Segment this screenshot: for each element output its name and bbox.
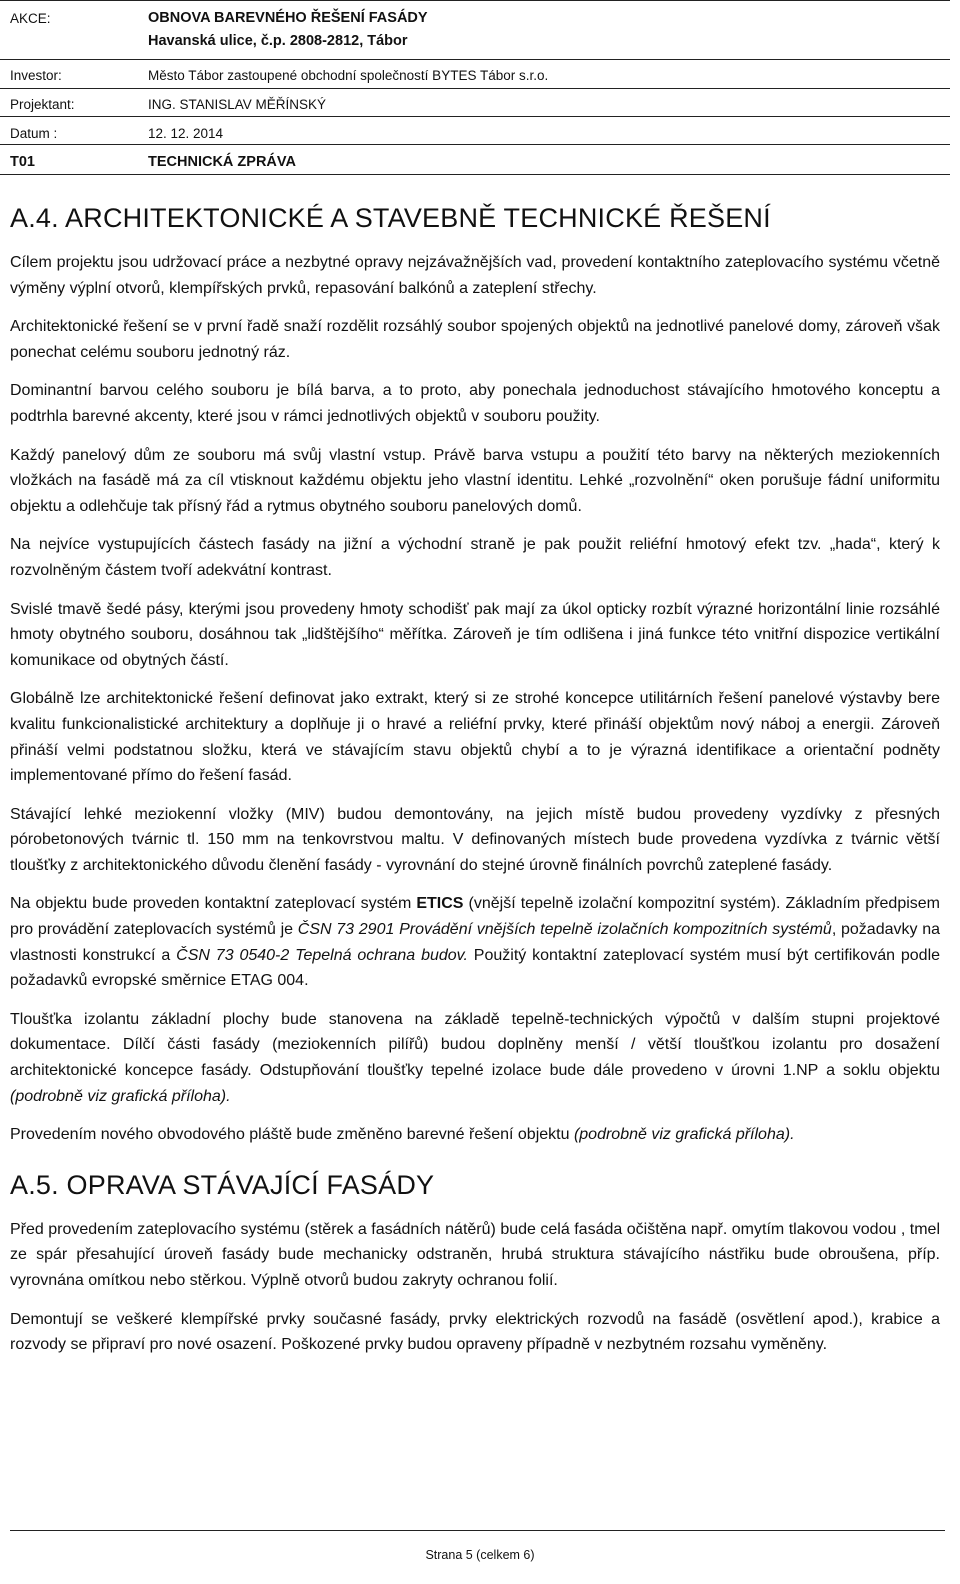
header-bottom-line xyxy=(0,174,950,175)
doc-code: T01 xyxy=(10,154,35,170)
akce-label: AKCE: xyxy=(10,11,51,26)
investor-value: Město Tábor zastoupené obchodní společností BYTES Tábor s.r.o. xyxy=(148,68,549,83)
paragraph: Demontují se veškeré klempířské prvky současné fasády, prvky elektrických rozvodů na fasádě (osvětlení apod.), krabice a rozvody se připraví pro nové osazení. Poškozené prvky budou opraveny případně v nezbytném rozsahu vyměněny. xyxy=(10,1310,940,1354)
akce-address: Havanská ulice, č.p. 2808-2812, Tábor xyxy=(148,33,408,49)
paragraph: Na nejvíce vystupujících částech fasády na jižní a východní straně je pak použit reliéfní hmotový efekt tzv. „hada“, který k rozvolněným částem tvoří adekvátní kontrast. xyxy=(10,536,940,579)
standard-reference: ČSN 73 0540-2 Tepelná ochrana budov. xyxy=(176,946,468,964)
projektant-label: Projektant: xyxy=(10,97,75,112)
paragraph xyxy=(10,1007,940,1109)
paragraph: Před provedením zateplovacího systému (stěrek a fasádních nátěrů) bude celá fasáda očištěna např. omytím tlakovou vodou , tmel ze spár přesahující úroveň fasády bude mechanicky odstraněn, hrubá struktura stávajícího nástřiku bude obroušena, příp. vyrovnána omítkou nebo stěrkou. Výplně otvorů budou zakryty ochranou folií. xyxy=(10,1220,940,1289)
text-run: Tloušťka izolantu základní plochy bude stanovena na základě tepelně-technických výpočtů v dalším stupni projektové dokumentace. Dílčí části fasády (meziokenních pilířů) budou doplněny menší / větší tloušťkou izolantu pro dosažení architektonické koncepce fasády. Odstupňování tloušťky tepelné izolace bude dále provedeno v úrovni 1.NP a soklu objektu xyxy=(10,1010,940,1080)
datum-value: 12. 12. 2014 xyxy=(148,126,224,141)
graphic-reference: (podrobně viz grafická příloha). xyxy=(573,1126,795,1144)
investor-label: Investor: xyxy=(10,68,62,83)
paragraph xyxy=(10,1122,940,1148)
standard-reference: ČSN 73 2901 Provádění vnějších tepelně izolačních kompozitních systémů xyxy=(297,921,832,939)
paragraph: Globálně lze architektonické řešení definovat jako extrakt, který si ze strohé koncepce utilitárních řešení panelové výstavby bere kvalitu funkcionalistické architektury a doplňuje ji o hravé a reliéfní prvky, které přináší objektům nový náboj a energii. Zároveň přináší velmi podstatnou složku, která ve stávajícím stavu objektů chybí a to je výrazná identifikace a orientační podněty implementované přímo do řešení fasád. xyxy=(10,690,940,785)
etics-term: ETICS xyxy=(416,895,464,913)
section-a4-heading: A.4. ARCHITEKTONICKÉ A STAVEBNĚ TECHNICKÉ ŘEŠENÍ xyxy=(10,203,771,233)
header-line xyxy=(0,88,950,89)
paragraph: Cílem projektu jsou udržovací práce a nezbytné opravy nejzávažnějších vad, provedení kontaktního zateplovacího systému včetně výměny výplní otvorů, klempířských prvků, repasování balkónů a zateplení střechy. xyxy=(10,254,940,297)
graphic-reference: (podrobně viz grafická příloha). xyxy=(10,1087,231,1105)
paragraph-etics xyxy=(10,891,940,993)
footer-line xyxy=(10,1530,945,1531)
header-top-line xyxy=(0,0,950,1)
text-run: Na objektu bude proveden kontaktní zateplovací systém xyxy=(10,895,417,913)
text-run: (vnější tepelně izolační kompozitní systém). Základním předpisem pro provádění zateplovacích systémů je xyxy=(10,895,940,939)
paragraph: Stávající lehké meziokenní vložky (MIV) budou demontovány, na jejich místě budou provedeny vyzdívky z přesných pórobetonových tvárnic tl. 150 mm na tenkovrstvou maltu. V definovaných místech bude provedena vyzdívka z tvárnic větší tloušťky z architektonického důvodu členění fasády - vyrovnání do stejné úrovně finálních povrchů zateplené fasády. xyxy=(10,805,940,874)
document-body xyxy=(10,250,940,1371)
text-run: Provedením nového obvodového pláště bude změněno barevné řešení objektu xyxy=(10,1126,574,1144)
header-line xyxy=(0,59,950,60)
header-line xyxy=(0,144,950,145)
akce-title: OBNOVA BAREVNÉHO ŘEŠENÍ FASÁDY xyxy=(148,10,428,26)
header-line xyxy=(0,116,950,117)
doc-title: TECHNICKÁ ZPRÁVA xyxy=(148,154,296,170)
paragraph: Svislé tmavě šedé pásy, kterými jsou provedeny hmoty schodišť pak mají za úkol opticky rozbít výrazné horizontální linie rozsáhlé hmoty obytného souboru, dosáhnou tak „lidštějšího“ měřítka. Zároveň je tím odlišena i jiná funkce této vnitřní dispozice vertikální komunikace od obytných částí. xyxy=(10,600,940,669)
paragraph: Architektonické řešení se v první řadě snaží rozdělit rozsáhlý soubor spojených objektů na jednotlivé panelové domy, zároveň však ponechat celému souboru jednotný ráz. xyxy=(10,318,940,361)
section-a5-heading: A.5. OPRAVA STÁVAJÍCÍ FASÁDY xyxy=(10,1169,435,1200)
text-run: Použitý kontaktní zateplovací systém musí být certifikován podle požadavků evropské směrnice ETAG 004. xyxy=(10,946,941,990)
page-number: Strana 5 (celkem 6) xyxy=(425,1548,535,1562)
paragraph: Každý panelový dům ze souboru má svůj vlastní vstup. Právě barva vstupu a použití této barvy na některých meziokenních vložkách na fasádě má za cíl vtisknout každému objektu jeho vlastní identitu. Lehké „rozvolnění“ oken porušuje fádní uniformitu objektu a odlehčuje tak přísný řád a rytmus obytného souboru panelových domů. xyxy=(10,446,940,515)
paragraph: Dominantní barvou celého souboru je bílá barva, a to proto, aby ponechala jednoduchost stávajícího hmotového konceptu a podtrhla barevné akcenty, které jsou v rámci jednotlivých objektů v souboru použity. xyxy=(10,382,940,425)
text-run: , požadavky na vlastnosti konstrukcí a xyxy=(10,921,941,964)
datum-label: Datum : xyxy=(10,126,58,141)
projektant-value: ING. STANISLAV MĚŘÍNSKÝ xyxy=(148,97,327,112)
